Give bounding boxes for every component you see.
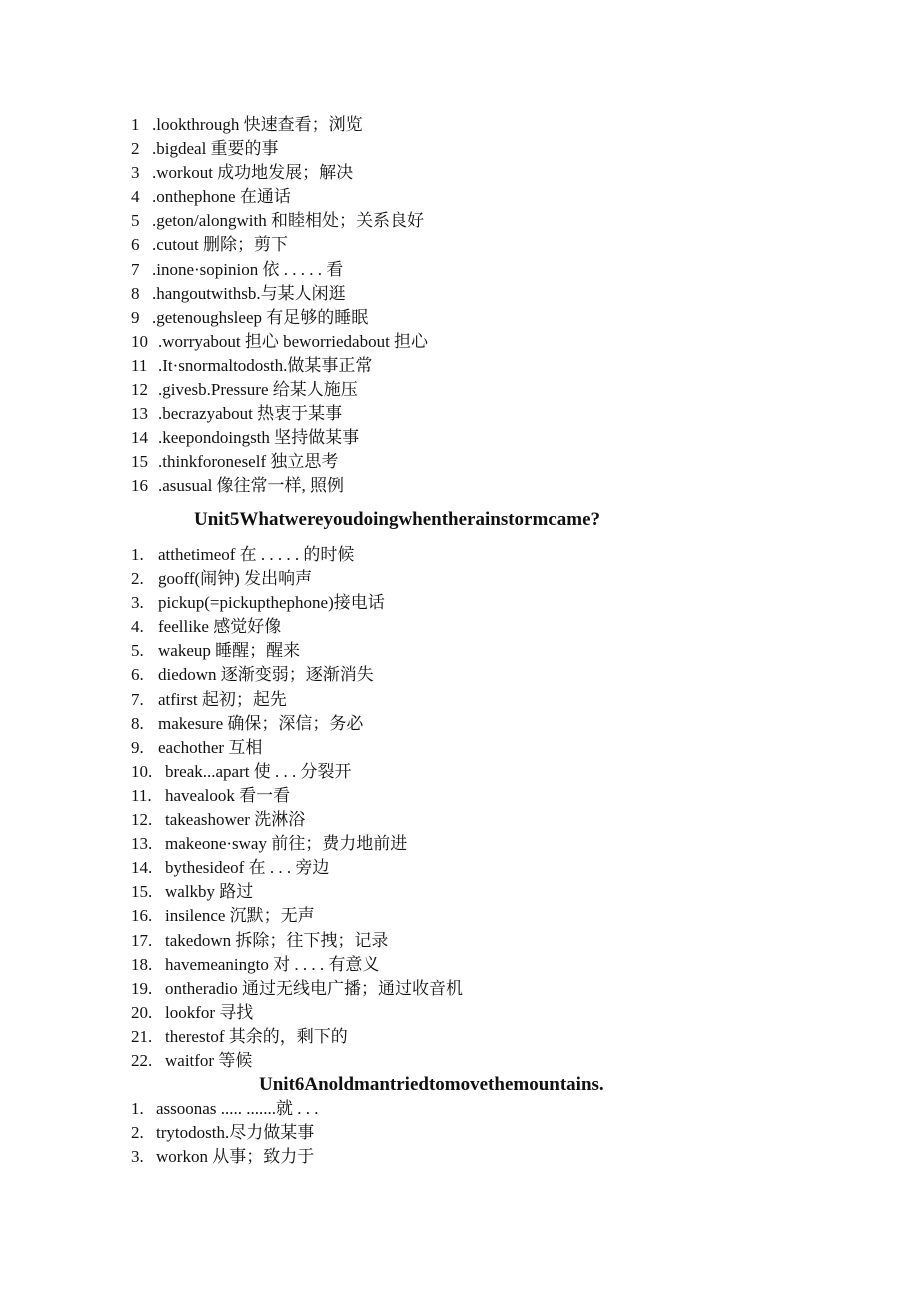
list-item: [131, 1025, 463, 1049]
unit5-phrase-list: [131, 543, 463, 1073]
item-text: .givesb.Pressure 给某人施压: [158, 380, 358, 400]
item-text: walkby 路过: [165, 882, 254, 902]
list-item: [131, 402, 428, 426]
item-text: trytodosth.尽力做某事: [156, 1123, 315, 1143]
list-item: [131, 282, 428, 306]
item-number: 13: [131, 404, 148, 424]
item-number: 4.: [131, 617, 144, 637]
item-number: 1.: [131, 1099, 144, 1118]
item-number: 3.: [131, 593, 144, 613]
list-item: [131, 330, 428, 354]
item-text: atthetimeof 在 . . . . . 的时候: [158, 545, 355, 564]
list-item: [131, 953, 463, 977]
item-text: feellike 感觉好像: [158, 617, 282, 637]
item-number: 14.: [131, 858, 153, 878]
item-text: takedown 拆除；往下拽；记录: [165, 930, 389, 950]
item-number: 21.: [131, 1026, 153, 1046]
item-number: 12.: [131, 810, 153, 830]
list-item: [131, 591, 463, 615]
item-text: diedown 逐渐变弱；逐渐消失: [158, 665, 374, 685]
item-text: break...apart 使 . . . 分裂开: [165, 761, 352, 781]
list-item: [131, 736, 463, 760]
item-number: 4: [131, 187, 140, 207]
item-number: 2.: [131, 569, 144, 589]
item-text: therestof 其余的，剩下的: [165, 1026, 348, 1046]
list-item: [131, 113, 428, 137]
list-item: [131, 1145, 318, 1169]
list-item: [131, 474, 428, 498]
item-number: 3: [131, 163, 140, 183]
unit6-heading: Unit6Anoldmantriedtomovethemountains.: [259, 1074, 604, 1095]
item-text: workon 从事；致力于: [156, 1147, 315, 1167]
item-number: 8: [131, 283, 140, 303]
item-number: 10: [131, 331, 148, 351]
item-text: .inone·sopinion 依 . . . . . 看: [152, 259, 344, 279]
item-number: 17.: [131, 930, 153, 950]
list-item: [131, 688, 463, 712]
item-number: 12: [131, 380, 148, 400]
item-number: 10.: [131, 761, 153, 781]
list-item: [131, 880, 463, 904]
item-text: makesure 确保；深信；务必: [158, 713, 364, 733]
list-item: [131, 929, 463, 953]
item-text: .hangoutwithsb.与某人闲逛: [152, 283, 346, 303]
item-text: pickup(=pickupthephone)接电话: [158, 593, 385, 613]
item-text: wakeup 睡醒；醒来: [158, 641, 301, 661]
item-number: 5: [131, 211, 140, 231]
unit4-phrase-list: [131, 113, 428, 499]
list-item: [131, 784, 463, 808]
list-item: [131, 832, 463, 856]
item-text: .asusual 像往常一样, 照例: [158, 476, 345, 496]
item-text: .lookthrough 快速查看；浏览: [152, 115, 363, 134]
list-item: [131, 1121, 318, 1145]
list-item: [131, 306, 428, 330]
item-text: .onthephone 在通话: [152, 187, 291, 207]
item-text: .keepondoingsth 坚持做某事: [158, 428, 360, 448]
item-text: .becrazyabout 热衷于某事: [158, 404, 343, 424]
list-item: [131, 378, 428, 402]
item-text: takeashower 洗淋浴: [165, 810, 306, 830]
item-number: 16.: [131, 906, 153, 926]
list-item: [131, 808, 463, 832]
item-text: .thinkforoneself 独立思考: [158, 452, 339, 472]
item-number: 6: [131, 235, 140, 255]
item-text: .It·snormaltodosth.做某事正常: [158, 355, 373, 375]
item-number: 2.: [131, 1123, 144, 1143]
item-number: 7: [131, 259, 140, 279]
list-item: [131, 354, 428, 378]
item-text: havemeaningto 对 . . . . 有意义: [165, 954, 380, 974]
list-item: [131, 209, 428, 233]
item-number: 13.: [131, 834, 153, 854]
item-number: 14: [131, 428, 148, 448]
item-text: waitfor 等候: [165, 1050, 253, 1070]
list-item: [131, 258, 428, 282]
item-number: 5.: [131, 641, 144, 661]
list-item: [131, 1001, 463, 1025]
item-text: .cutout 删除；剪下: [152, 235, 288, 255]
item-text: ontheradio 通过无线电广播；通过收音机: [165, 978, 463, 998]
list-item: [131, 663, 463, 687]
item-number: 1.: [131, 545, 144, 564]
list-item: [131, 543, 463, 567]
item-text: .workout 成功地发展；解决: [152, 163, 354, 183]
item-number: 7.: [131, 689, 144, 709]
item-number: 22.: [131, 1050, 153, 1070]
list-item: [131, 137, 428, 161]
item-number: 15: [131, 452, 148, 472]
unit6-phrase-list: [131, 1097, 318, 1169]
item-number: 9.: [131, 737, 144, 757]
item-number: 9: [131, 307, 140, 327]
list-item: [131, 977, 463, 1001]
item-number: 6.: [131, 665, 144, 685]
item-text: assoonas ..... .......就 . . .: [156, 1099, 319, 1118]
item-text: eachother 互相: [158, 737, 263, 757]
item-text: .getenoughsleep 有足够的睡眠: [152, 307, 369, 327]
item-number: 19.: [131, 978, 153, 998]
unit5-heading: Unit5Whatwereyoudoingwhentherainstormcame?: [194, 509, 601, 530]
item-text: .worryabout 担心 beworriedabout 担心: [158, 331, 429, 351]
item-text: gooff(闹钟) 发出响声: [158, 569, 313, 589]
item-text: lookfor 寻找: [165, 1002, 254, 1022]
item-number: 11: [131, 355, 148, 375]
item-text: bythesideof 在 . . . 旁边: [165, 858, 330, 878]
item-number: 18.: [131, 954, 153, 974]
item-text: .bigdeal 重要的事: [152, 139, 279, 159]
list-item: [131, 161, 428, 185]
item-number: 3.: [131, 1147, 144, 1167]
item-number: 2: [131, 139, 140, 159]
list-item: [131, 712, 463, 736]
list-item: [131, 450, 428, 474]
list-item: [131, 904, 463, 928]
list-item: [131, 615, 463, 639]
item-text: makeone·sway 前往；费力地前进: [165, 834, 408, 854]
item-number: 15.: [131, 882, 153, 902]
list-item: [131, 1097, 318, 1121]
list-item: [131, 856, 463, 880]
item-number: 11.: [131, 785, 152, 805]
list-item: [131, 1049, 463, 1073]
list-item: [131, 639, 463, 663]
item-text: .geton/alongwith 和睦相处；关系良好: [152, 211, 424, 231]
list-item: [131, 185, 428, 209]
item-text: atfirst 起初；起先: [158, 689, 287, 709]
list-item: [131, 760, 463, 784]
item-text: insilence 沉默；无声: [165, 906, 315, 926]
item-number: 1: [131, 115, 140, 134]
item-number: 8.: [131, 713, 144, 733]
list-item: [131, 567, 463, 591]
item-number: 16: [131, 476, 148, 496]
item-text: havealook 看一看: [165, 785, 291, 805]
list-item: [131, 233, 428, 257]
item-number: 20.: [131, 1002, 153, 1022]
list-item: [131, 426, 428, 450]
